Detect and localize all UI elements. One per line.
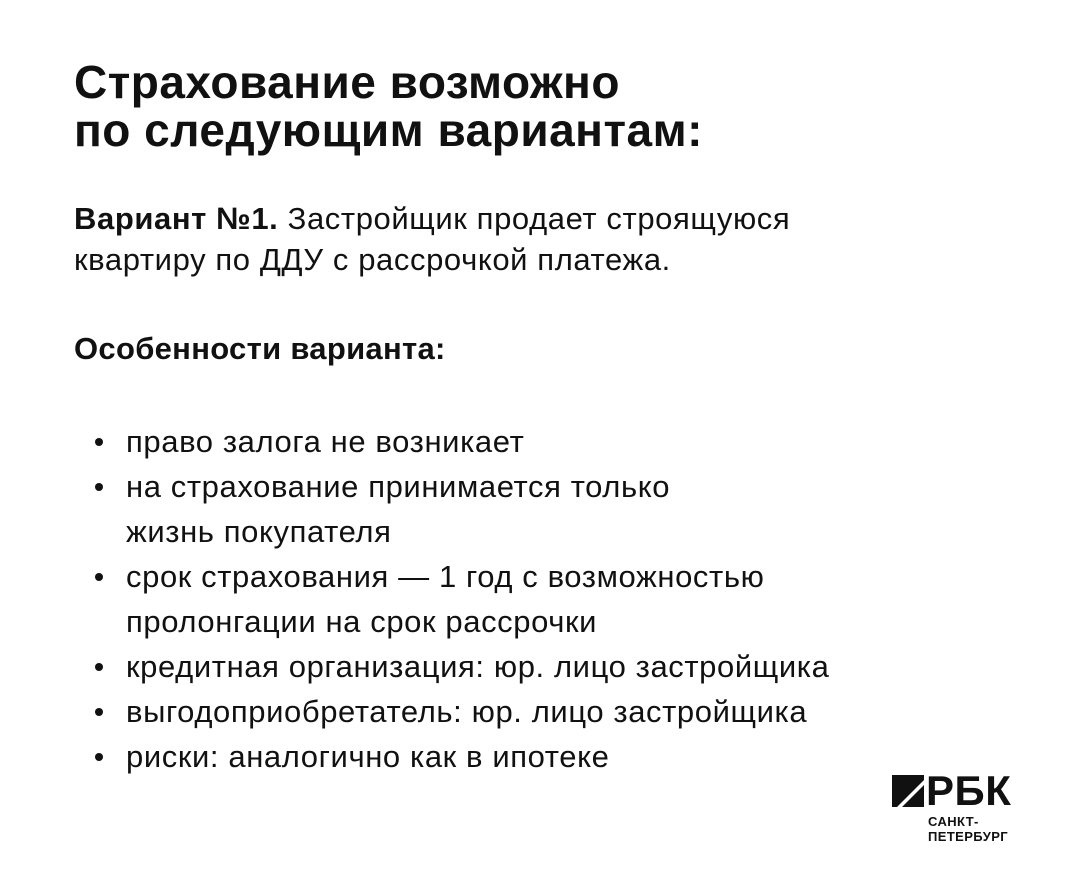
list-item-line: на страхование принимается только	[126, 469, 671, 504]
list-item-line: жизнь покупателя	[126, 514, 392, 549]
bullet-icon	[95, 438, 103, 446]
variant-description-line-1: Застройщик продает строящуюся	[287, 201, 791, 236]
logo-wordmark: РБК	[926, 767, 1012, 814]
features-heading: Особенности варианта:	[74, 331, 446, 366]
list-item	[74, 734, 1024, 779]
bullet-icon	[95, 573, 103, 581]
logo-city-line-1: САНКТ-	[928, 814, 979, 829]
variant-label: Вариант №1.	[74, 201, 279, 236]
logo-city	[928, 814, 1008, 844]
list-item-line: пролонгации на срок рассрочки	[126, 604, 598, 639]
title-line-2: по следующим вариантам:	[74, 104, 703, 156]
features-list	[74, 419, 1024, 779]
list-item	[74, 689, 1024, 734]
bullet-icon	[95, 708, 103, 716]
variant-intro	[74, 198, 974, 280]
list-item	[74, 644, 1024, 689]
list-item	[74, 419, 1024, 464]
list-item	[74, 464, 1024, 554]
page-title	[74, 58, 703, 154]
list-item-line: право залога не возникает	[126, 424, 525, 459]
list-item-line: кредитная организация: юр. лицо застройщика	[126, 649, 830, 684]
rbc-logo	[892, 767, 1042, 851]
list-item-line: выгодоприобретатель: юр. лицо застройщика	[126, 694, 808, 729]
list-item-line: срок страхования — 1 год с возможностью	[126, 559, 765, 594]
variant-description-line-2: квартиру по ДДУ с рассрочкой платежа.	[74, 242, 671, 277]
bullet-icon	[95, 663, 103, 671]
bullet-icon	[95, 483, 103, 491]
logo-city-line-2: ПЕТЕРБУРГ	[928, 829, 1009, 844]
bullet-icon	[95, 753, 103, 761]
list-item	[74, 554, 1024, 644]
rbc-slash-logo-icon	[892, 775, 924, 807]
list-item-line: риски: аналогично как в ипотеке	[126, 739, 610, 774]
title-line-1: Страхование возможно	[74, 56, 620, 108]
